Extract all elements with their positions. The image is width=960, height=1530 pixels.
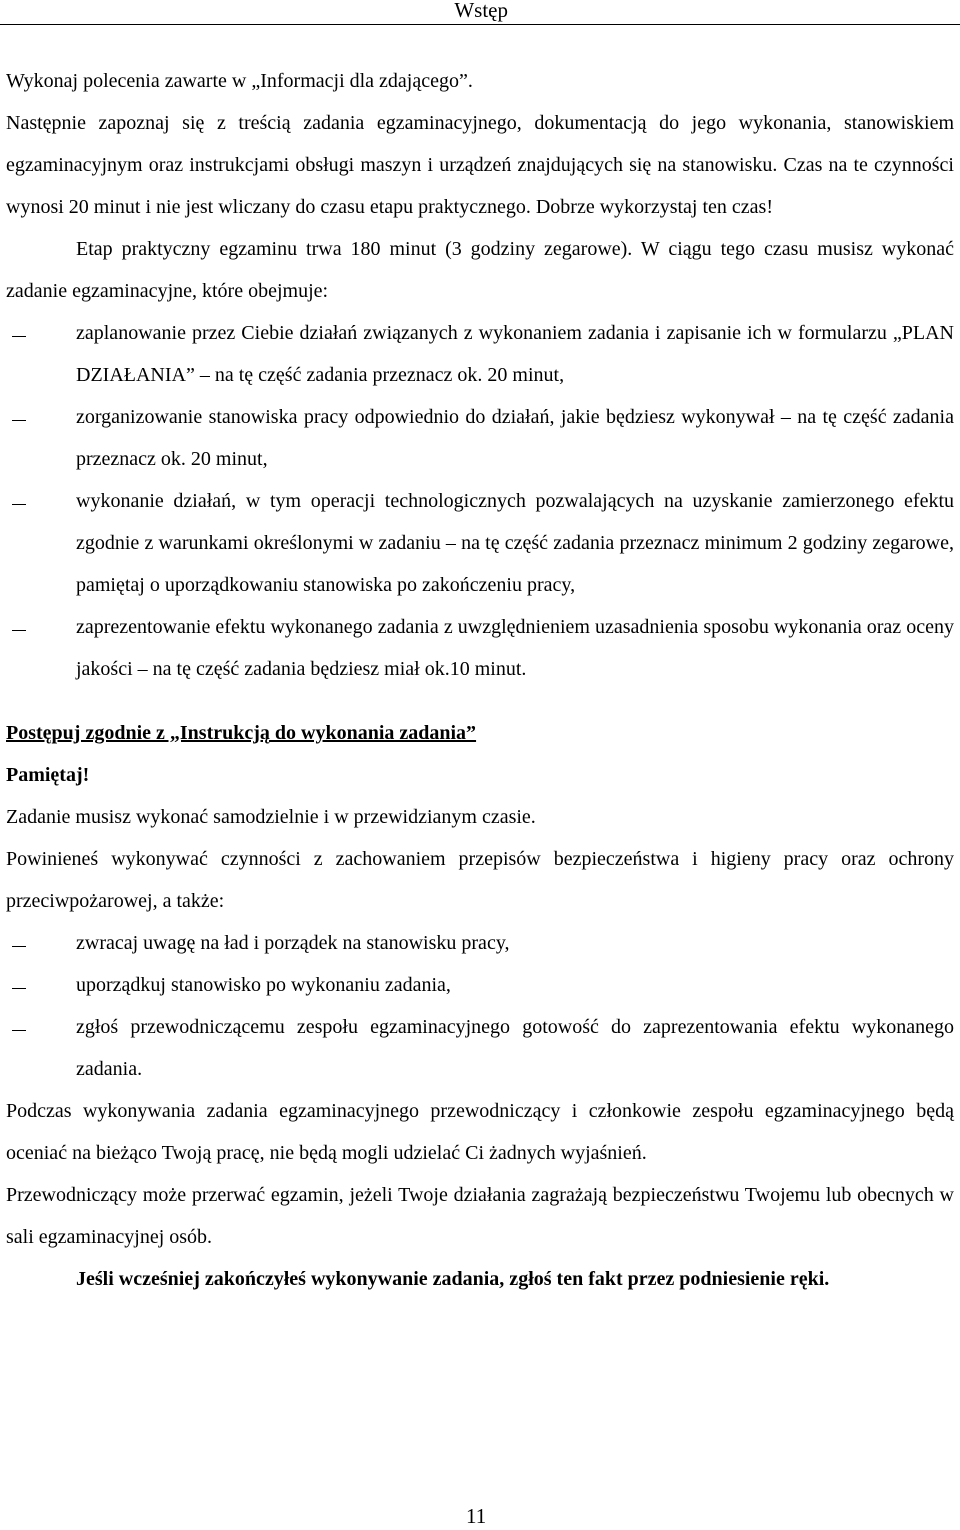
list-item-text: wykonanie działań, w tym operacji technologicznych pozwalających na uzyskanie zamierzonego efektu zgodnie z warunkami określonymi w zadaniu – na tę część zadania przeznacz minimum 2 godziny zegarowe, pamiętaj o uporządkowaniu stanowiska po zakończeniu pracy, [76, 490, 954, 596]
list-item-text: zwracaj uwagę na ład i porządek na stanowisku pracy, [76, 932, 510, 954]
list-item [76, 480, 954, 606]
list-item [76, 1006, 954, 1090]
intro-paragraph-2: Następnie zapoznaj się z treścią zadania egzaminacyjnego, dokumentacją do jego wykonania, stanowiskiem egzaminacyjnym oraz instrukcjami obsługi maszyn i urządzeń znajdujących się na stanowisku. Czas na te czynności wynosi 20 minut i nie jest wliczany do czasu etapu praktycznego. Dobrze wykorzystaj ten czas! [6, 112, 954, 218]
dash-bullet-icon [12, 630, 26, 631]
instructions-paragraph-5: Jeśli wcześniej zakończyłeś wykonywanie zadania, zgłoś ten fakt przez podniesienie ręki. [76, 1268, 830, 1290]
remember-heading: Pamiętaj! [6, 764, 90, 786]
dash-bullet-icon [12, 946, 26, 947]
list-item [76, 964, 954, 1006]
safety-list [6, 922, 954, 1090]
instructions-paragraph-3: Podczas wykonywania zadania egzaminacyjnego przewodniczący i członkowie zespołu egzaminacyjnego będą oceniać na bieżąco Twoją pracę, nie będą mogli udzielać Ci żadnych wyjaśnień. [6, 1100, 954, 1164]
dash-bullet-icon [12, 504, 26, 505]
list-item-text: uporządkuj stanowisko po wykonaniu zadania, [76, 974, 451, 996]
page-header-title: Wstęp [454, 0, 508, 22]
instructions-paragraph-2: Powinieneś wykonywać czynności z zachowaniem przepisów bezpieczeństwa i higieny pracy oraz ochrony przeciwpożarowej, a także: [6, 848, 954, 912]
dash-bullet-icon [12, 336, 26, 337]
instructions-paragraph-4: Przewodniczący może przerwać egzamin, jeżeli Twoje działania zagrażają bezpieczeństwu Twojemu lub obecnych w sali egzaminacyjnej osób. [6, 1184, 954, 1248]
dash-bullet-icon [12, 988, 26, 989]
section-heading: Postępuj zgodnie z „Instrukcją do wykonania zadania” [6, 722, 477, 744]
page-number: 11 [466, 1504, 487, 1528]
dash-bullet-icon [12, 420, 26, 421]
task-list [6, 312, 954, 690]
dash-bullet-icon [12, 1030, 26, 1031]
header-rule [0, 24, 960, 25]
list-item [76, 396, 954, 480]
list-item [76, 606, 954, 690]
list-item [76, 922, 954, 964]
list-item-text: zaplanowanie przez Ciebie działań związanych z wykonaniem zadania i zapisanie ich w formularzu „PLAN DZIAŁANIA” – na tę część zadania przeznacz ok. 20 minut, [76, 322, 954, 386]
list-item-text: zaprezentowanie efektu wykonanego zadania z uwzględnieniem uzasadnienia sposobu wykonania oraz oceny jakości – na tę część zadania będziesz miał ok.10 minut. [76, 616, 954, 680]
intro-paragraph-1: Wykonaj polecenia zawarte w „Informacji dla zdającego”. [6, 70, 473, 92]
list-item-text: zgłoś przewodniczącemu zespołu egzaminacyjnego gotowość do zaprezentowania efektu wykonanego zadania. [76, 1016, 954, 1080]
instructions-paragraph-1: Zadanie musisz wykonać samodzielnie i w przewidzianym czasie. [6, 806, 536, 828]
list-item [76, 312, 954, 396]
document-body [6, 60, 954, 1300]
intro-paragraph-3: Etap praktyczny egzaminu trwa 180 minut (3 godziny zegarowe). W ciągu tego czasu musisz wykonać zadanie egzaminacyjne, które obejmuje: [6, 238, 954, 302]
list-item-text: zorganizowanie stanowiska pracy odpowiednio do działań, jakie będziesz wykonywał – na tę część zadania przeznacz ok. 20 minut, [76, 406, 954, 470]
